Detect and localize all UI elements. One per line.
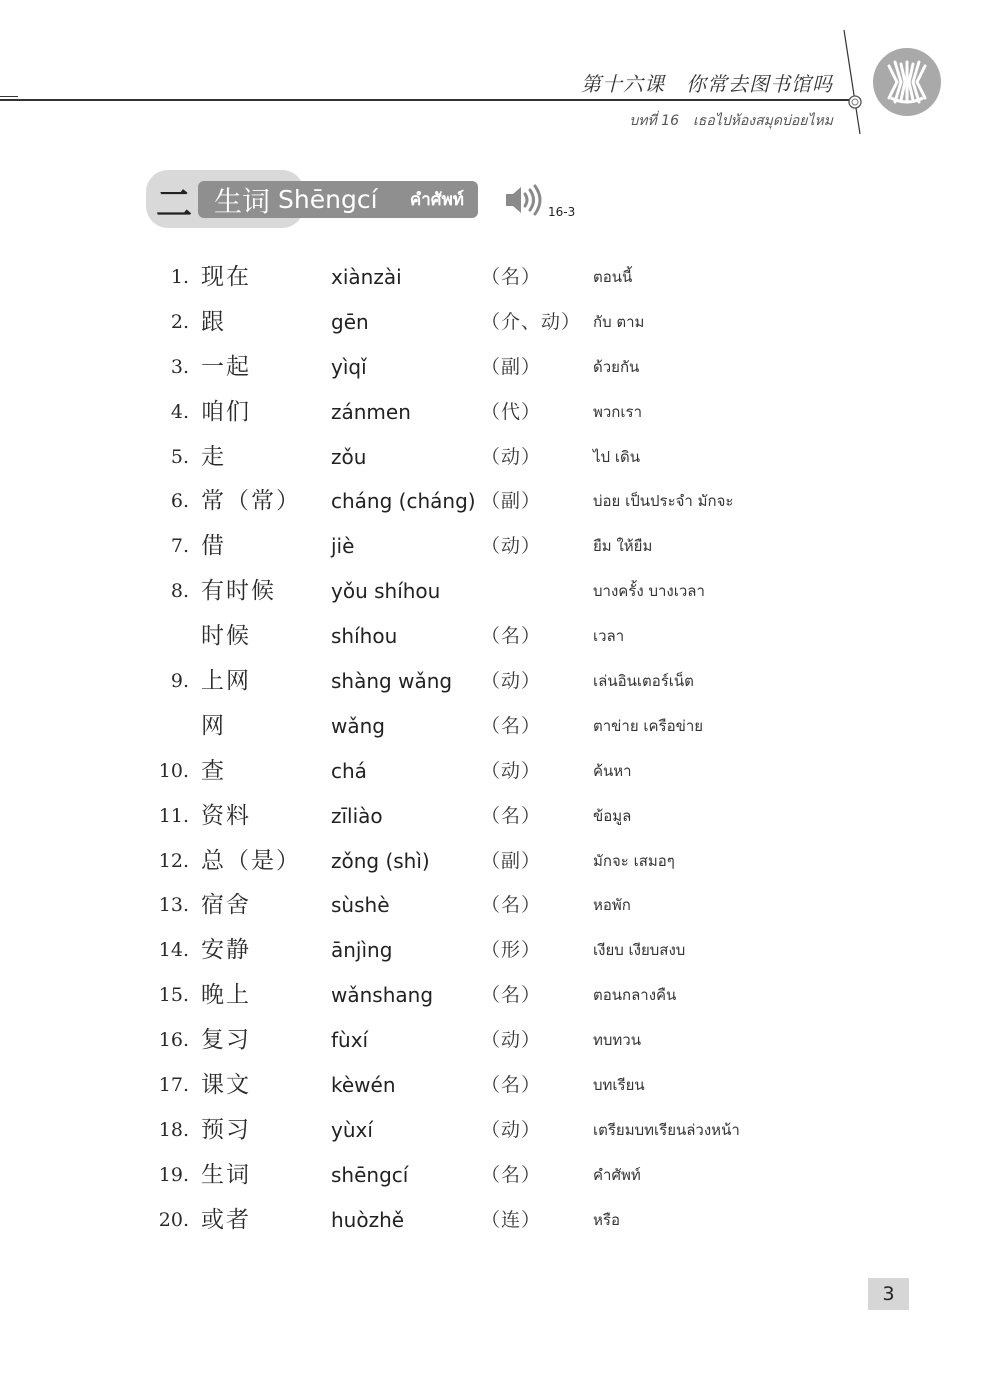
vocab-part-of-speech: （名）	[481, 984, 542, 1007]
vocab-thai: ตอนกลางคืน	[593, 986, 677, 1005]
lesson-title-cn: 第十六课 你常去图书馆吗	[581, 72, 833, 96]
vocab-pinyin: yìqǐ	[331, 354, 367, 379]
vocab-part-of-speech: （名）	[481, 894, 542, 917]
vocab-number: 15.	[158, 984, 189, 1007]
vocab-row	[0, 1153, 1005, 1198]
vocab-part-of-speech: （动）	[481, 1118, 542, 1141]
vocab-pinyin: yùxí	[331, 1117, 373, 1142]
vocab-row	[0, 390, 1005, 435]
vocab-thai: ด้วยกัน	[593, 357, 640, 376]
book-emblem-icon	[873, 48, 941, 116]
vocab-pinyin: fùxí	[331, 1028, 369, 1053]
vocab-word: 一起	[201, 353, 251, 380]
vocab-thai: มักจะ เสมอๆ	[593, 851, 675, 870]
vocab-thai: เงียบ เงียบสงบ	[593, 941, 686, 960]
vocab-row	[0, 704, 1005, 749]
vocab-pinyin: shàng wǎng	[331, 669, 453, 694]
vocab-thai: หรือ	[593, 1210, 620, 1229]
audio-track-code: 16-3	[548, 205, 576, 219]
vocab-number: 19.	[158, 1163, 189, 1186]
vocab-pinyin: zánmen	[331, 399, 411, 424]
vocab-number: 16.	[158, 1029, 189, 1052]
vocab-word: 宿舍	[201, 892, 251, 919]
vocab-word: 复习	[201, 1027, 251, 1054]
vocab-word: 预习	[201, 1116, 251, 1143]
vocab-pinyin: chá	[331, 758, 367, 783]
vocab-word: 有时候	[201, 578, 276, 605]
vocab-thai: บทเรียน	[593, 1076, 645, 1095]
vocab-part-of-speech: （副）	[481, 490, 542, 513]
vocab-part-of-speech: （副）	[481, 355, 542, 378]
vocab-part-of-speech: （名）	[481, 714, 542, 737]
vocab-thai: ตาข่าย เครือข่าย	[593, 716, 704, 735]
section-number: 二	[156, 184, 193, 225]
vocab-row	[0, 1108, 1005, 1153]
vocab-number: 1.	[170, 266, 189, 288]
vocab-row	[0, 435, 1005, 480]
vocab-thai: พวกเรา	[593, 402, 642, 421]
vocab-pinyin: gēn	[331, 309, 369, 334]
vocab-pinyin: jiè	[331, 534, 355, 559]
vocab-word: 上网	[201, 668, 251, 695]
vocab-part-of-speech: （副）	[481, 849, 542, 872]
vocab-part-of-speech: （形）	[481, 939, 542, 962]
vocab-thai: เวลา	[593, 627, 625, 646]
vocab-thai: ทบทวน	[593, 1031, 641, 1050]
vocab-number: 20.	[158, 1208, 189, 1231]
vocab-word: 总（是）	[201, 847, 301, 874]
vocab-number: 11.	[158, 804, 189, 827]
vocab-number: 2.	[170, 310, 189, 333]
vocab-number: 5.	[170, 445, 189, 468]
vocab-pinyin: zīliào	[331, 803, 383, 828]
vocab-word: 时候	[201, 623, 251, 650]
vocab-pinyin: ānjìng	[331, 938, 393, 963]
vocab-number: 10.	[158, 759, 189, 782]
vocab-pinyin: yǒu shíhou	[331, 579, 441, 604]
vocab-thai: บางครั้ง บางเวลา	[593, 582, 705, 601]
vocab-number: 12.	[158, 849, 189, 872]
vocab-word: 生词	[201, 1161, 251, 1188]
vocab-thai: บ่อย เป็นประจำ มักจะ	[593, 492, 734, 511]
vocab-row	[0, 749, 1005, 794]
vocab-number: 8.	[170, 580, 189, 603]
vocab-number: 6.	[170, 490, 189, 513]
vocab-part-of-speech: （名）	[481, 266, 542, 288]
vocab-number: 18.	[158, 1118, 189, 1141]
vocab-word: 网	[201, 712, 226, 739]
vocab-thai: เล่นอินเตอร์เน็ต	[593, 672, 694, 691]
vocab-row	[0, 1198, 1005, 1243]
vocab-thai: ตอนนี้	[593, 268, 633, 286]
vocab-word: 走	[201, 443, 226, 470]
vocab-row	[0, 614, 1005, 659]
vocab-word: 借	[201, 533, 226, 560]
vocab-thai: กับ ตาม	[593, 312, 645, 331]
vocab-word: 课文	[201, 1072, 251, 1099]
vocab-number: 14.	[158, 939, 189, 962]
vocab-row	[0, 883, 1005, 928]
vocab-part-of-speech: （动）	[481, 1029, 542, 1052]
vocab-row	[0, 345, 1005, 390]
vocab-word: 安静	[201, 937, 251, 964]
vocab-word: 资料	[201, 802, 251, 829]
vocab-row	[0, 479, 1005, 524]
vocab-word: 晚上	[201, 982, 251, 1009]
header-divider-graphic	[0, 0, 1005, 140]
section-title-th: คำศัพท์	[409, 190, 464, 210]
vocab-number: 4.	[170, 400, 189, 423]
vocab-word: 咱们	[201, 398, 251, 425]
vocab-pinyin: cháng (cháng)	[331, 489, 476, 514]
vocab-number: 3.	[170, 355, 189, 378]
vocab-pinyin: sùshè	[331, 893, 390, 918]
vocab-number: 7.	[170, 535, 189, 558]
vocab-part-of-speech: （代）	[481, 400, 542, 423]
vocab-pinyin: huòzhě	[331, 1207, 405, 1232]
lesson-title-th: บทที่ 16 เธอไปห้องสมุดบ่อยไหม	[629, 113, 833, 129]
vocab-row	[0, 973, 1005, 1018]
vocab-thai: ค้นหา	[593, 761, 632, 780]
vocab-pinyin: wǎng	[331, 713, 385, 738]
vocab-thai: ข้อมูล	[593, 806, 632, 825]
vocab-number: 9.	[170, 670, 189, 693]
vocab-pinyin: xiànzài	[331, 265, 402, 289]
vocab-number: 13.	[158, 894, 189, 917]
vocab-thai: ยืม ให้ยืม	[593, 537, 653, 556]
vocab-row	[0, 839, 1005, 884]
vocab-word: 现在	[201, 264, 251, 290]
vocab-part-of-speech: （动）	[481, 759, 542, 782]
section-title-pinyin: Shēngcí	[278, 185, 378, 214]
vocab-pinyin: zǒng (shì)	[331, 848, 430, 873]
vocab-pinyin: shíhou	[331, 624, 398, 649]
vocab-word: 查	[201, 757, 226, 784]
vocab-thai: คำศัพท์	[593, 1165, 641, 1184]
page-number: 3	[868, 1278, 909, 1310]
vocab-pinyin: wǎnshang	[331, 983, 434, 1008]
vocab-part-of-speech: （动）	[481, 670, 542, 693]
vocab-row	[0, 1018, 1005, 1063]
vocab-pinyin: zǒu	[331, 444, 367, 469]
vocab-row	[0, 928, 1005, 973]
vocab-thai: ไป เดิน	[593, 447, 640, 466]
vocab-word: 或者	[201, 1206, 251, 1233]
vocab-pinyin: kèwén	[331, 1073, 396, 1098]
vocab-list	[0, 255, 1005, 1243]
vocab-row	[0, 569, 1005, 614]
vocab-part-of-speech: （名）	[481, 1163, 542, 1186]
vocab-row	[0, 1063, 1005, 1108]
vocab-row	[0, 659, 1005, 704]
vocab-word: 常（常）	[201, 488, 301, 515]
vocab-pinyin: shēngcí	[331, 1162, 409, 1187]
vocab-row	[0, 524, 1005, 569]
vocab-part-of-speech: （名）	[481, 625, 542, 648]
vocab-part-of-speech: （名）	[481, 804, 542, 827]
vocab-part-of-speech: （名）	[481, 1074, 542, 1097]
vocab-word: 跟	[201, 308, 226, 335]
vocab-number: 17.	[158, 1074, 189, 1097]
section-label	[198, 181, 478, 218]
vocab-part-of-speech: （动）	[481, 445, 542, 468]
section-title-cn: 生词	[214, 184, 271, 218]
vocab-thai: เตรียมบทเรียนล่วงหน้า	[593, 1120, 740, 1139]
vocab-part-of-speech: （动）	[481, 535, 542, 558]
vocab-row	[0, 794, 1005, 839]
vocab-part-of-speech: （连）	[481, 1208, 542, 1231]
speaker-icon[interactable]	[502, 182, 546, 218]
vocab-row	[0, 255, 1005, 300]
vocab-part-of-speech: （介、动）	[481, 310, 582, 333]
vocab-row	[0, 300, 1005, 345]
vocab-thai: หอพัก	[593, 896, 631, 915]
